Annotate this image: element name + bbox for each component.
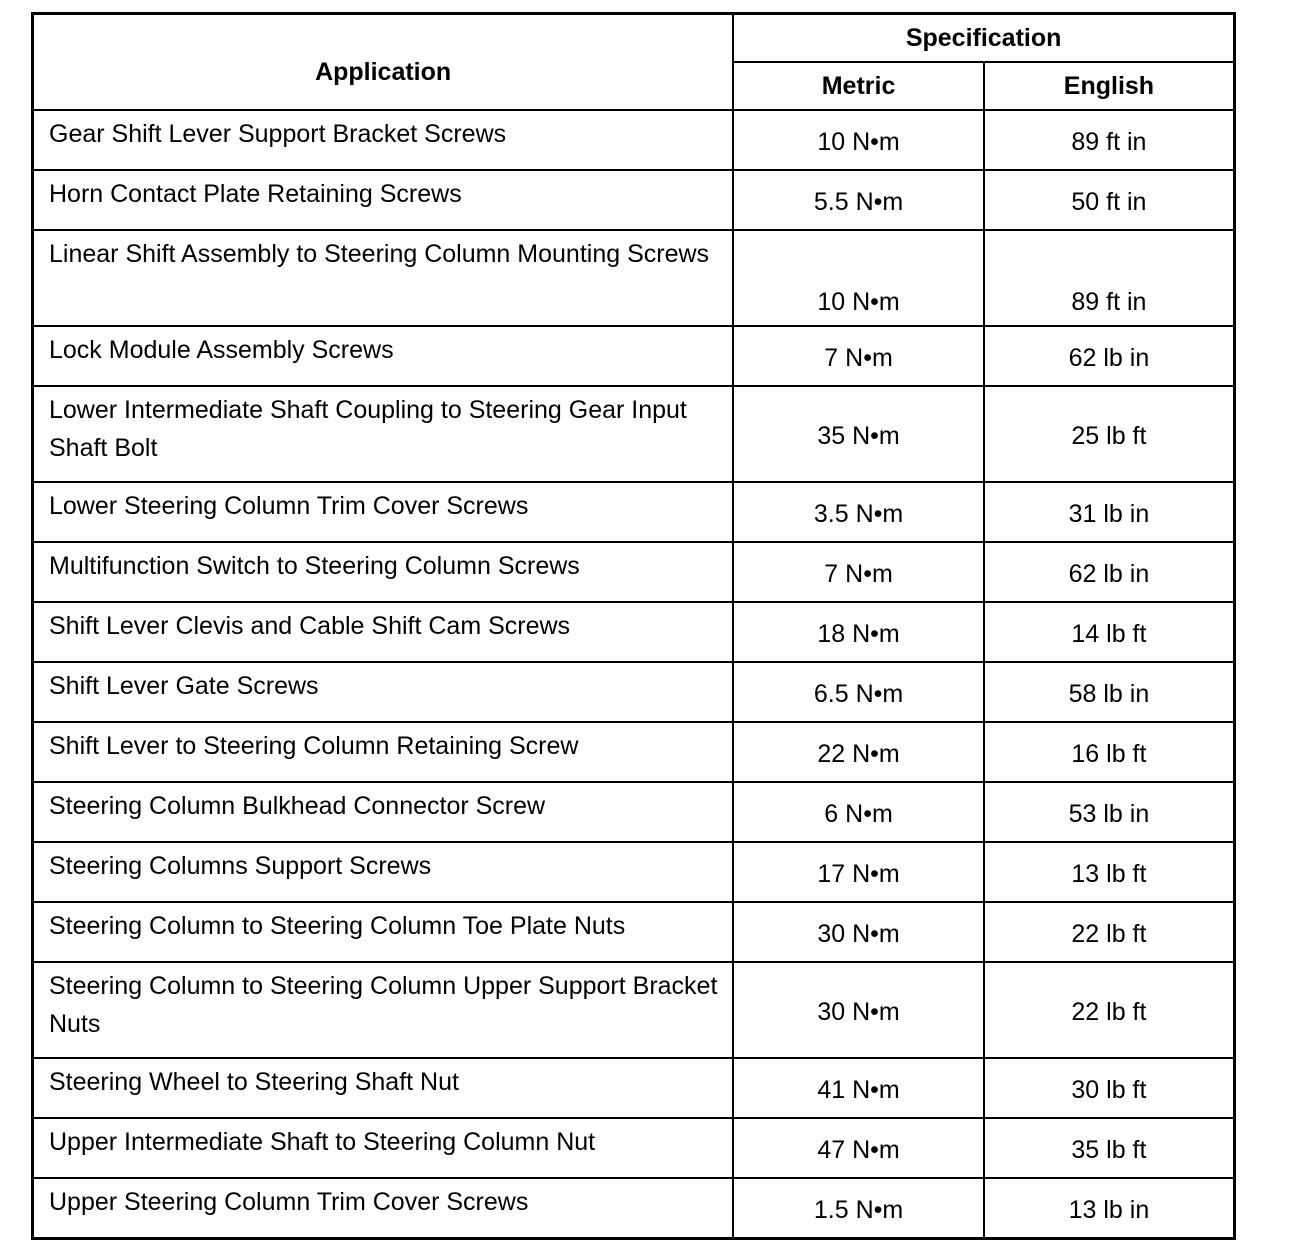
metric-cell: 30 N•m <box>733 962 984 1058</box>
metric-column-header: Metric <box>733 62 984 110</box>
english-column-header: English <box>984 62 1235 110</box>
application-cell: Steering Columns Support Screws <box>33 842 734 902</box>
metric-cell: 3.5 N•m <box>733 482 984 542</box>
table-row <box>33 482 1235 542</box>
english-cell: 89 ft in <box>984 230 1235 326</box>
english-cell: 25 lb ft <box>984 386 1235 482</box>
application-cell: Shift Lever Gate Screws <box>33 662 734 722</box>
application-cell: Multifunction Switch to Steering Column Screws <box>33 542 734 602</box>
english-cell: 62 lb in <box>984 542 1235 602</box>
application-cell: Shift Lever to Steering Column Retaining Screw <box>33 722 734 782</box>
application-cell: Gear Shift Lever Support Bracket Screws <box>33 110 734 170</box>
english-cell: 13 lb in <box>984 1178 1235 1239</box>
metric-cell: 1.5 N•m <box>733 1178 984 1239</box>
application-cell: Upper Steering Column Trim Cover Screws <box>33 1178 734 1239</box>
metric-cell: 5.5 N•m <box>733 170 984 230</box>
table-row <box>33 1058 1235 1118</box>
table-row <box>33 1178 1235 1239</box>
metric-cell: 41 N•m <box>733 1058 984 1118</box>
table-row <box>33 782 1235 842</box>
english-cell: 16 lb ft <box>984 722 1235 782</box>
application-cell: Steering Column to Steering Column Upper Support Bracket Nuts <box>33 962 734 1058</box>
english-cell: 13 lb ft <box>984 842 1235 902</box>
specification-column-header: Specification <box>733 14 1234 63</box>
english-cell: 14 lb ft <box>984 602 1235 662</box>
metric-cell: 6.5 N•m <box>733 662 984 722</box>
english-cell: 31 lb in <box>984 482 1235 542</box>
metric-cell: 17 N•m <box>733 842 984 902</box>
metric-cell: 47 N•m <box>733 1118 984 1178</box>
table-row <box>33 110 1235 170</box>
application-column-header: Application <box>33 14 734 111</box>
english-cell: 22 lb ft <box>984 902 1235 962</box>
table-row <box>33 602 1235 662</box>
english-cell: 50 ft in <box>984 170 1235 230</box>
table-row <box>33 902 1235 962</box>
table-row <box>33 662 1235 722</box>
english-cell: 35 lb ft <box>984 1118 1235 1178</box>
metric-cell: 22 N•m <box>733 722 984 782</box>
metric-cell: 7 N•m <box>733 542 984 602</box>
english-cell: 22 lb ft <box>984 962 1235 1058</box>
metric-cell: 35 N•m <box>733 386 984 482</box>
table-row <box>33 962 1235 1058</box>
fastener-specification-table <box>31 12 1236 1240</box>
application-cell: Upper Intermediate Shaft to Steering Column Nut <box>33 1118 734 1178</box>
table-row <box>33 386 1235 482</box>
application-cell: Lock Module Assembly Screws <box>33 326 734 386</box>
application-cell: Steering Wheel to Steering Shaft Nut <box>33 1058 734 1118</box>
metric-cell: 30 N•m <box>733 902 984 962</box>
table-row <box>33 722 1235 782</box>
application-cell: Steering Column Bulkhead Connector Screw <box>33 782 734 842</box>
english-cell: 53 lb in <box>984 782 1235 842</box>
application-cell: Lower Steering Column Trim Cover Screws <box>33 482 734 542</box>
metric-cell: 7 N•m <box>733 326 984 386</box>
english-cell: 89 ft in <box>984 110 1235 170</box>
table-row <box>33 1118 1235 1178</box>
application-cell: Steering Column to Steering Column Toe Plate Nuts <box>33 902 734 962</box>
table-row <box>33 842 1235 902</box>
table-row <box>33 326 1235 386</box>
application-cell: Horn Contact Plate Retaining Screws <box>33 170 734 230</box>
metric-cell: 10 N•m <box>733 230 984 326</box>
application-cell: Lower Intermediate Shaft Coupling to Steering Gear Input Shaft Bolt <box>33 386 734 482</box>
metric-cell: 6 N•m <box>733 782 984 842</box>
table-row <box>33 230 1235 326</box>
application-cell: Shift Lever Clevis and Cable Shift Cam Screws <box>33 602 734 662</box>
application-cell: Linear Shift Assembly to Steering Column Mounting Screws <box>33 230 734 326</box>
english-cell: 62 lb in <box>984 326 1235 386</box>
table-row <box>33 542 1235 602</box>
metric-cell: 10 N•m <box>733 110 984 170</box>
english-cell: 58 lb in <box>984 662 1235 722</box>
table-row <box>33 170 1235 230</box>
english-cell: 30 lb ft <box>984 1058 1235 1118</box>
metric-cell: 18 N•m <box>733 602 984 662</box>
